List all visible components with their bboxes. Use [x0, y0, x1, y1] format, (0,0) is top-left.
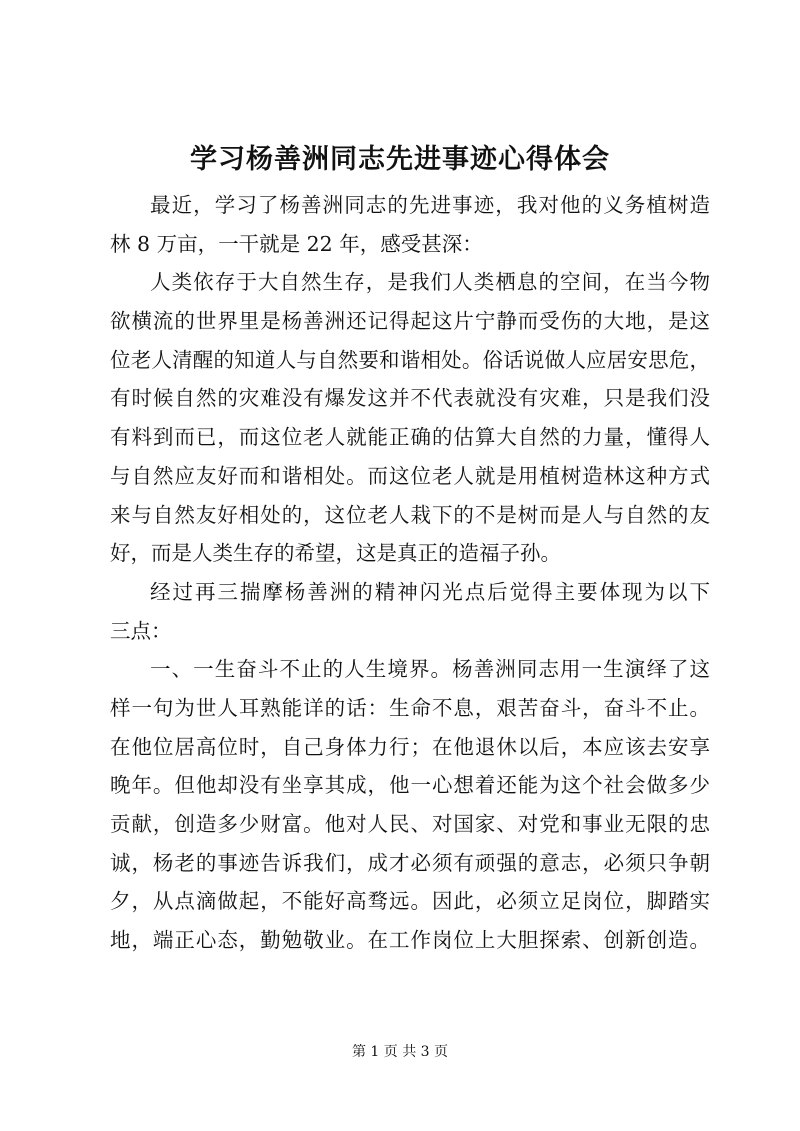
document-body — [110, 186, 710, 960]
paragraph-line: 林 8 万亩，一干就是 22 年，感受甚深： — [110, 231, 483, 256]
paragraph-line: 一、一生奋斗不止的人生境界。杨善洲同志用一生演绎了这 — [150, 657, 710, 682]
paragraph-line: 与自然应友好而和谐相处。而这位老人就是用植树造林这种方式 — [110, 463, 710, 488]
paragraph-line: 经过再三揣摩杨善洲的精神闪光点后觉得主要体现为以下 — [150, 579, 710, 604]
paragraph-line: 样一句为世人耳熟能详的话：生命不息，艰苦奋斗，奋斗不止。 — [110, 695, 710, 720]
page-footer: 第 1 页 共 3 页 — [351, 1044, 449, 1060]
page-title: 学习杨善洲同志先进事迹心得体会 — [190, 144, 610, 175]
paragraph-line: 三点： — [110, 618, 172, 643]
paragraph-line: 有料到而已，而这位老人就能正确的估算大自然的力量，懂得人 — [110, 425, 710, 450]
paragraph-line: 有时候自然的灾难没有爆发这并不代表就没有灾难，只是我们没 — [110, 386, 710, 411]
paragraph-line: 欲横流的世界里是杨善洲还记得起这片宁静而受伤的大地，是这 — [110, 309, 710, 334]
paragraph-line: 晚年。但他却没有坐享其成，他一心想着还能为这个社会做多少 — [110, 773, 710, 798]
paragraph-line: 最近，学习了杨善洲同志的先进事迹，我对他的义务植树造 — [150, 193, 710, 217]
paragraph-line: 地，端正心态，勤勉敬业。在工作岗位上大胆探索、创新创造。 — [110, 928, 710, 953]
paragraph-line: 来与自然友好相处的，这位老人栽下的不是树而是人与自然的友 — [110, 502, 710, 527]
paragraph-line: 贡献，创造多少财富。他对人民、对国家、对党和事业无限的忠 — [110, 812, 710, 836]
paragraph-line: 好，而是人类生存的希望，这是真正的造福子孙。 — [110, 541, 561, 566]
paragraph-line: 诚，杨老的事迹告诉我们，成才必须有顽强的意志，必须只争朝 — [110, 850, 710, 875]
paragraph-line: 在他位居高位时，自己身体力行；在他退休以后，本应该去安享 — [110, 734, 710, 759]
paragraph-line: 位老人清醒的知道人与自然要和谐相处。俗话说做人应居安思危， — [110, 347, 710, 372]
paragraph-line: 夕，从点滴做起，不能好高骛远。因此，必须立足岗位，脚踏实 — [110, 889, 710, 914]
paragraph-line: 人类依存于大自然生存，是我们人类栖息的空间，在当今物 — [150, 270, 710, 295]
